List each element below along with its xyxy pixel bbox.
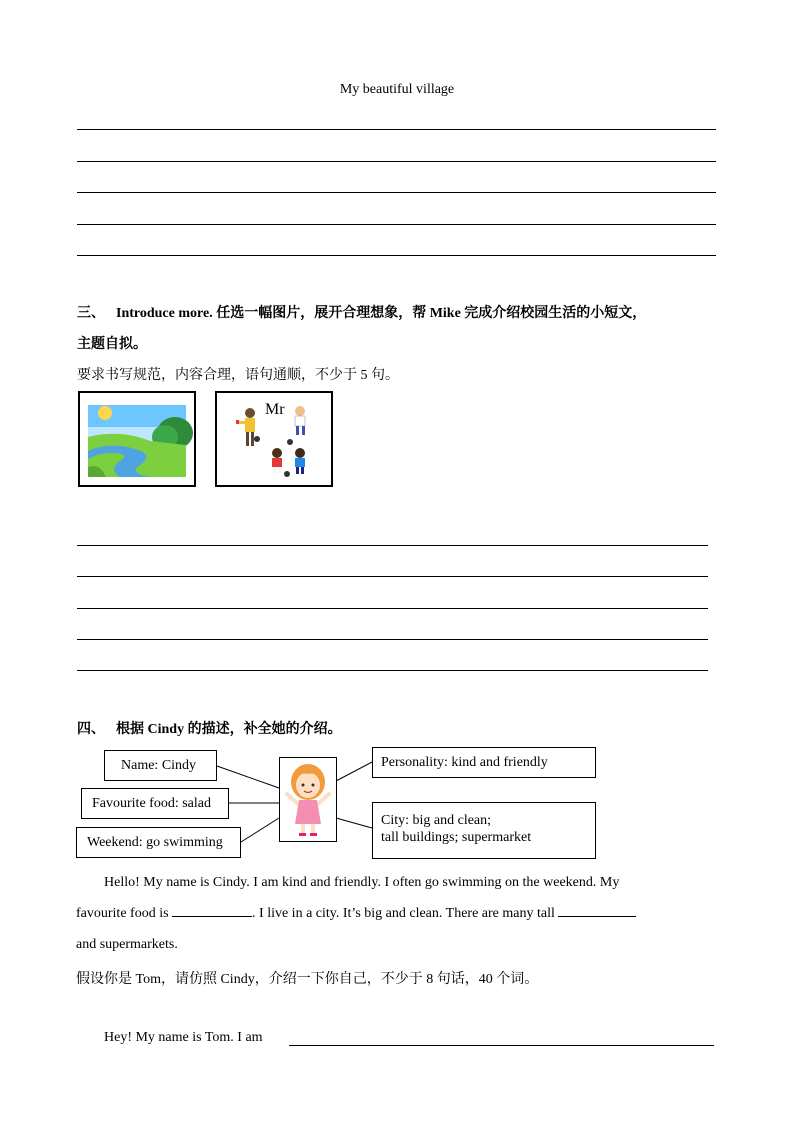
composition-title: My beautiful village — [339, 82, 455, 97]
blank-tall[interactable] — [558, 916, 636, 917]
picture-label: Mr — [265, 401, 285, 418]
label-weekend: Weekend: go swimming — [76, 827, 241, 858]
section3-heading: Introduce more. 任选一幅图片，展开合理想象，帮 Mike 完成介绍校园生活的小短文， — [116, 306, 647, 321]
section3-requirement: 要求书写规范，内容合理，语句通顺，不少于 5 句。 — [77, 368, 399, 383]
label-city-line1: City: big and clean; — [381, 813, 492, 828]
start-sentence-text: Hey! My name is Tom. I am — [104, 1030, 263, 1045]
section4-number: 四、 — [77, 722, 105, 737]
label-city-line2: tall buildings; supermarket — [381, 830, 532, 845]
label-name: Name: Cindy — [104, 750, 217, 781]
section3-number: 三、 — [77, 306, 105, 321]
passage-line2a: favourite food is — [76, 906, 169, 921]
blank-favourite-food[interactable] — [172, 916, 252, 917]
section3-heading-cont: 主题自拟。 — [77, 337, 147, 352]
start-sentence — [104, 1030, 263, 1046]
passage-line2b: . I live in a city. It’s big and clean. There are many tall — [252, 906, 555, 921]
passage-line1: Hello! My name is Cindy. I am kind and friendly. I often go swimming on the weekend. My — [104, 875, 620, 890]
section4-heading: 根据 Cindy 的描述，补全她的介绍。 — [116, 722, 342, 737]
section4-instruction: 假设你是 Tom，请仿照 Cindy，介绍一下你自己，不少于 8 句话，40 个词。 — [76, 972, 539, 987]
label-favourite-food: Favourite food: salad — [81, 788, 229, 819]
writing-line-answer[interactable] — [289, 1045, 714, 1046]
passage-line2 — [76, 898, 718, 929]
label-personality: Personality: kind and friendly — [372, 747, 596, 778]
label-city — [372, 802, 596, 859]
passage-line3: and supermarkets. — [76, 937, 178, 952]
cindy-picture[interactable] — [279, 757, 337, 842]
girl-icon — [280, 758, 336, 841]
